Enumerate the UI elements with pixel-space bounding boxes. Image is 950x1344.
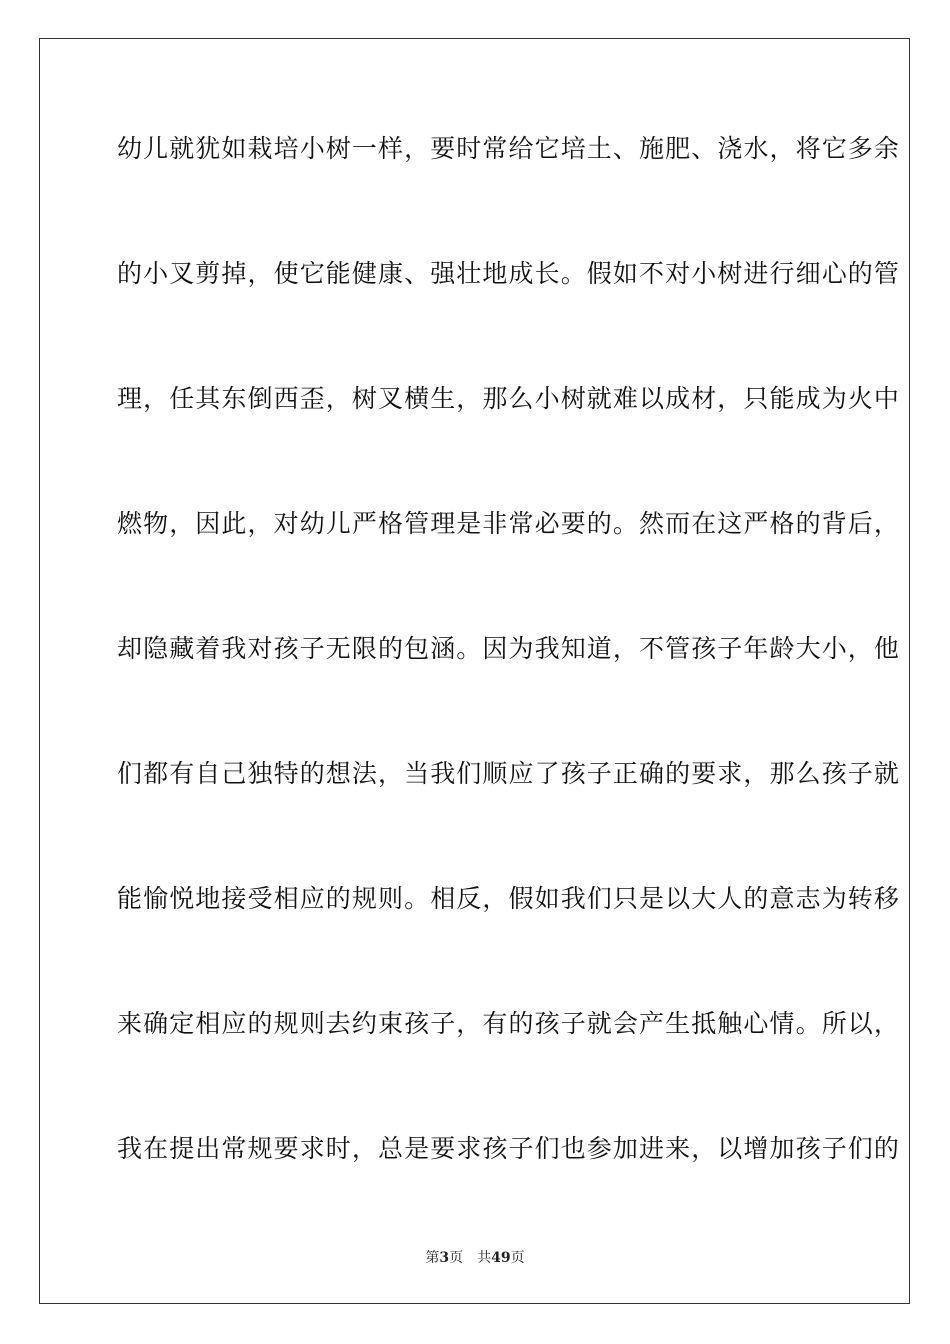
total-pages: 49 — [491, 1250, 511, 1266]
total-prefix: 共 — [477, 1250, 492, 1266]
page-number: 3 — [439, 1250, 450, 1266]
text-line-4: 燃物，因此，对幼儿严格管理是非常必要的。然而在这严格的背后， — [117, 509, 901, 538]
text-line-3: 理，任其东倒西歪，树叉横生，那么小树就难以成材，只能成为火中 — [117, 384, 901, 413]
page-footer — [0, 1247, 950, 1267]
text-line-8: 来确定相应的规则去约束孩子，有的孩子就会产生抵触心情。所以， — [117, 1009, 901, 1038]
text-line-5: 却隐藏着我对孩子无限的包涵。因为我知道，不管孩子年龄大小，他 — [117, 634, 901, 663]
text-line-1: 幼儿就犹如栽培小树一样，要时常给它培土、施肥、浇水，将它多余 — [117, 134, 901, 163]
text-line-6: 们都有自己独特的想法，当我们顺应了孩子正确的要求，那么孩子就 — [117, 759, 901, 788]
text-line-7: 能愉悦地接受相应的规则。相反，假如我们只是以大人的意志为转移 — [117, 884, 901, 913]
page-suffix: 页 — [449, 1250, 464, 1266]
document-body — [117, 123, 901, 1248]
text-line-2: 的小叉剪掉，使它能健康、强壮地成长。假如不对小树进行细心的管 — [117, 259, 901, 288]
total-suffix: 页 — [510, 1250, 525, 1266]
text-line-9: 我在提出常规要求时，总是要求孩子们也参加进来，以增加孩子们的 — [117, 1134, 901, 1163]
page-prefix: 第 — [425, 1250, 440, 1266]
